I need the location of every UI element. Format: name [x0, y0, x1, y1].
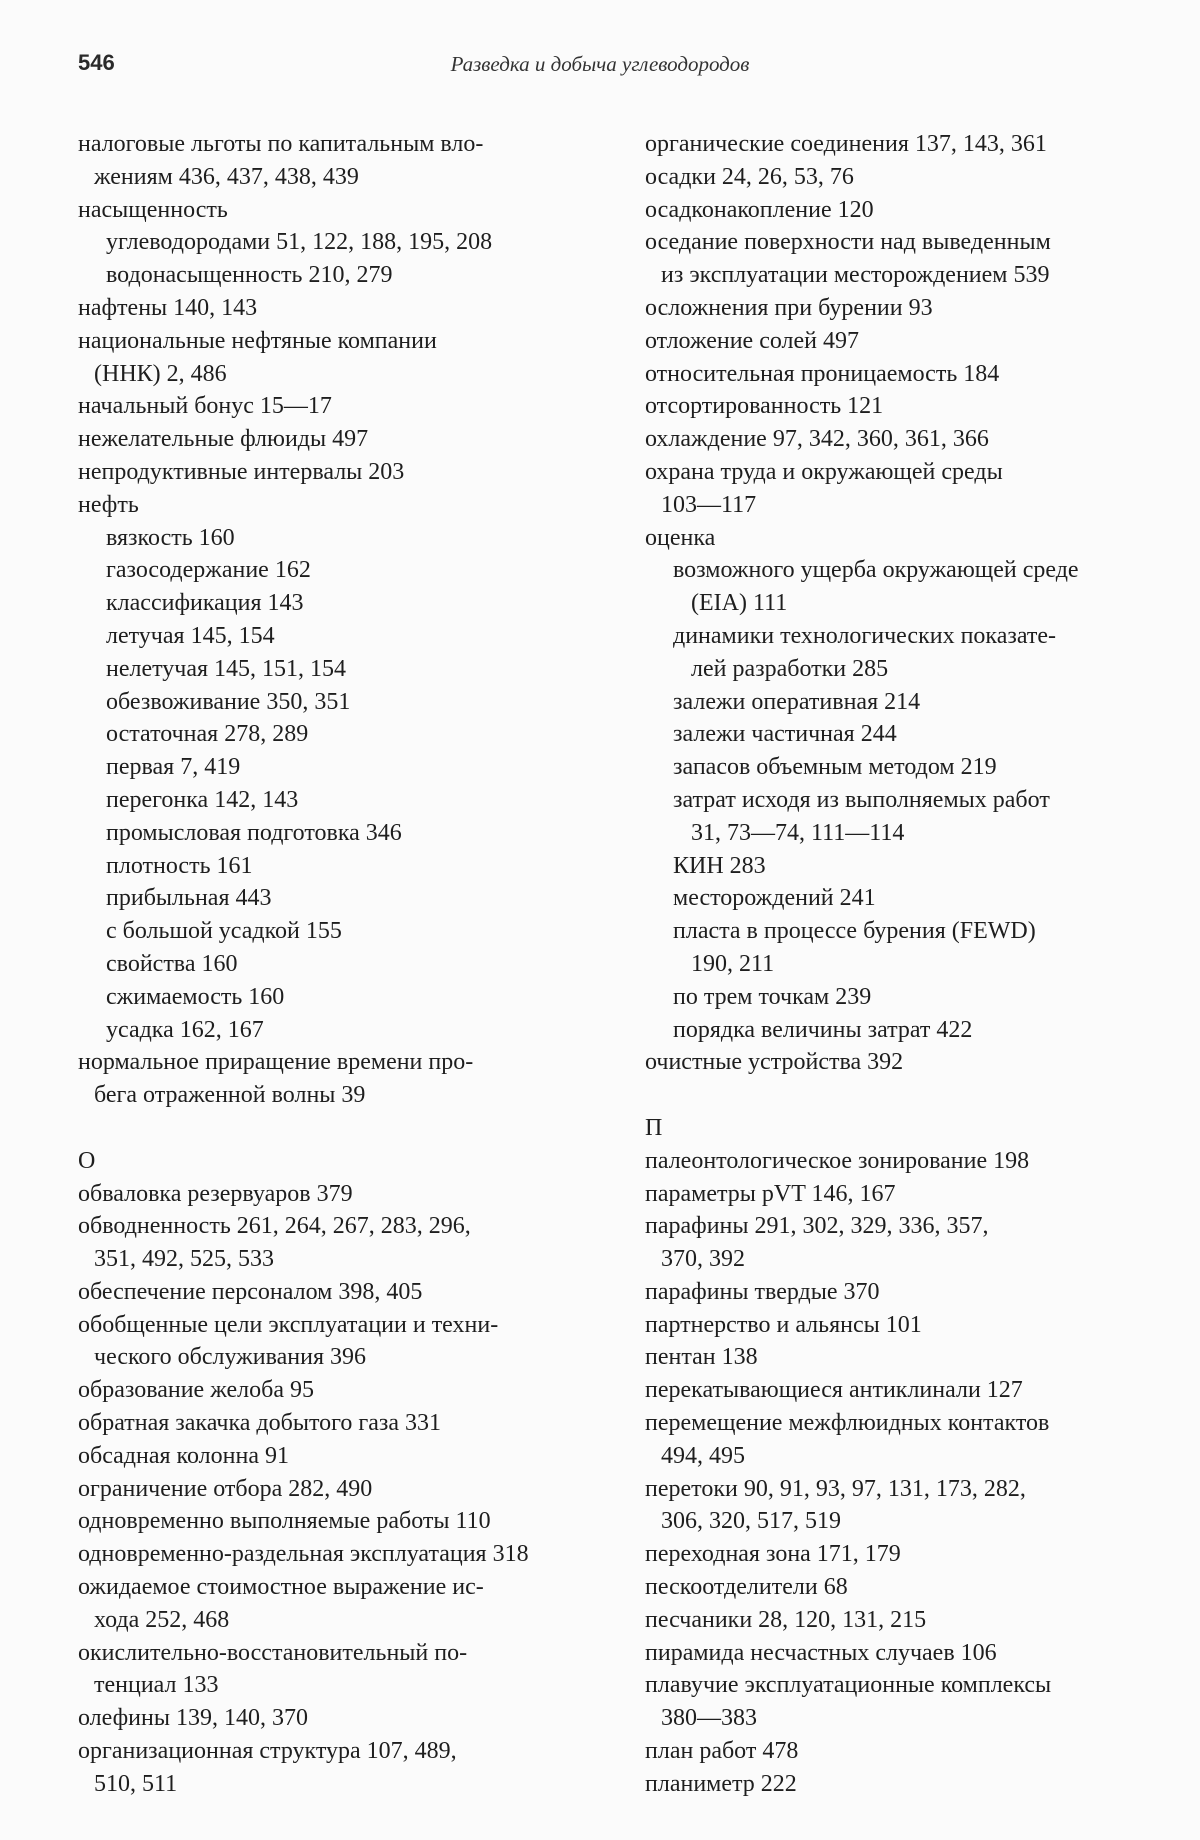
- index-subentry: ческого обслуживания 396: [94, 1344, 367, 1371]
- index-subentry: 306, 320, 517, 519: [661, 1508, 841, 1535]
- index-entry: ограничение отбора 282, 490: [78, 1475, 373, 1502]
- index-subentry: из эксплуатации месторождением 539: [661, 262, 1050, 289]
- index-subentry: залежи оперативная 214: [673, 688, 921, 715]
- index-entry: одновременно-раздельная эксплуатация 318: [78, 1541, 529, 1568]
- index-subentry: тенциал 133: [94, 1672, 219, 1699]
- index-entry: нефть: [78, 491, 139, 518]
- index-entry: партнерство и альянсы 101: [645, 1311, 922, 1338]
- index-subentry: по трем точкам 239: [673, 983, 872, 1010]
- running-head: Разведка и добыча углеводородов: [450, 52, 750, 76]
- index-subentry: (EIA) 111: [691, 590, 788, 617]
- index-entry: оценка: [645, 524, 716, 551]
- index-entry: начальный бонус 15—17: [78, 393, 332, 420]
- index-subentry: водонасыщенность 210, 279: [106, 262, 393, 289]
- index-subentry: промысловая подготовка 346: [106, 819, 402, 846]
- index-entry: переходная зона 171, 179: [645, 1541, 901, 1568]
- index-entry: национальные нефтяные компании: [78, 327, 437, 354]
- index-subentry: прибыльная 443: [106, 885, 272, 912]
- index-subentry: месторождений 241: [673, 885, 876, 912]
- index-subentry: усадка 162, 167: [106, 1016, 264, 1043]
- index-entry: охлаждение 97, 342, 360, 361, 366: [645, 426, 989, 453]
- index-entry: осадки 24, 26, 53, 76: [645, 163, 854, 190]
- section-gap: [78, 1112, 618, 1145]
- index-subentry: 370, 392: [661, 1246, 745, 1273]
- index-entry: нормальное приращение времени про-: [78, 1049, 474, 1076]
- index-subentry: с большой усадкой 155: [106, 918, 342, 945]
- index-subentry: сжимаемость 160: [106, 983, 285, 1010]
- index-entry: оседание поверхности над выведенным: [645, 229, 1051, 256]
- page-number: 546: [78, 50, 115, 75]
- index-subentry: бега отраженной волны 39: [94, 1082, 366, 1109]
- index-entry: обваловка резервуаров 379: [78, 1180, 353, 1207]
- index-entry: обсадная колонна 91: [78, 1442, 289, 1469]
- index-entry: нафтены 140, 143: [78, 294, 258, 321]
- index-entry: олефины 139, 140, 370: [78, 1705, 308, 1732]
- index-entry: организационная структура 107, 489,: [78, 1738, 457, 1765]
- index-entry: нежелательные флюиды 497: [78, 426, 369, 453]
- index-subentry: жениям 436, 437, 438, 439: [94, 163, 359, 190]
- index-subentry: возможного ущерба окружающей среде: [673, 557, 1079, 584]
- index-entry: плавучие эксплуатационные комплексы: [645, 1672, 1052, 1699]
- index-entry: параметры pVT 146, 167: [645, 1180, 896, 1207]
- index-subentry: вязкость 160: [106, 524, 235, 551]
- index-entry: парафины твердые 370: [645, 1278, 880, 1305]
- index-subentry: летучая 145, 154: [106, 622, 275, 649]
- index-subentry: хода 252, 468: [94, 1606, 230, 1633]
- index-entry: пентан 138: [645, 1344, 758, 1371]
- index-subentry: 103—117: [661, 491, 757, 518]
- index-entry: парафины 291, 302, 329, 336, 357,: [645, 1213, 989, 1240]
- index-subentry: остаточная 278, 289: [106, 721, 309, 748]
- index-entry: осадконакопление 120: [645, 196, 874, 223]
- index-subentry: лей разработки 285: [691, 655, 889, 682]
- index-subentry: углеводородами 51, 122, 188, 195, 208: [106, 229, 493, 256]
- index-entry: осложнения при бурении 93: [645, 294, 933, 321]
- index-subentry: перегонка 142, 143: [106, 786, 299, 813]
- index-entry: отсортированность 121: [645, 393, 884, 420]
- index-subentry: 380—383: [661, 1705, 757, 1732]
- index-subentry: затрат исходя из выполняемых работ: [673, 786, 1050, 813]
- index-subentry: пласта в процессе бурения (FEWD): [673, 918, 1036, 945]
- index-subentry: (ННК) 2, 486: [94, 360, 227, 387]
- index-entry: органические соединения 137, 143, 361: [645, 131, 1047, 157]
- index-subentry: КИН 283: [673, 852, 766, 879]
- index-entry: пирамида несчастных случаев 106: [645, 1639, 997, 1666]
- index-subentry: газосодержание 162: [106, 557, 311, 584]
- index-entry: налоговые льготы по капитальным вло-: [78, 131, 484, 157]
- index-entry: обобщенные цели эксплуатации и техни-: [78, 1311, 499, 1338]
- index-subentry: 510, 511: [94, 1770, 178, 1797]
- index-entry: перетоки 90, 91, 93, 97, 131, 173, 282,: [645, 1475, 1026, 1502]
- index-entry: обратная закачка добытого газа 331: [78, 1410, 441, 1437]
- index-entry: одновременно выполняемые работы 110: [78, 1508, 491, 1535]
- index-entry: охрана труда и окружающей среды: [645, 458, 1003, 485]
- index-subentry: динамики технологических показате-: [673, 622, 1057, 649]
- index-entry: пескоотделители 68: [645, 1574, 848, 1601]
- index-column-right: [645, 128, 1185, 1801]
- index-entry: перекатывающиеся антиклинали 127: [645, 1377, 1023, 1404]
- index-entry: ожидаемое стоимостное выражение ис-: [78, 1574, 484, 1601]
- index-subentry: 351, 492, 525, 533: [94, 1246, 274, 1273]
- index-subentry: порядка величины затрат 422: [673, 1016, 973, 1043]
- index-entry: отложение солей 497: [645, 327, 860, 354]
- index-subentry: 190, 211: [691, 950, 775, 977]
- index-entry: песчаники 28, 120, 131, 215: [645, 1606, 927, 1633]
- index-entry: окислительно-восстановительный по-: [78, 1639, 468, 1666]
- section-gap: [645, 1079, 1185, 1112]
- index-entry: обводненность 261, 264, 267, 283, 296,: [78, 1213, 471, 1240]
- index-entry: очистные устройства 392: [645, 1049, 904, 1076]
- index-subentry: запасов объемным методом 219: [673, 754, 997, 781]
- index-entry: непродуктивные интервалы 203: [78, 458, 405, 485]
- index-subentry: классификация 143: [106, 590, 304, 617]
- index-entry: образование желоба 95: [78, 1377, 314, 1404]
- index-entry: обеспечение персоналом 398, 405: [78, 1278, 423, 1305]
- index-subentry: обезвоживание 350, 351: [106, 688, 351, 715]
- index-entry: перемещение межфлюидных контактов: [645, 1410, 1050, 1437]
- index-column-left: [78, 128, 618, 1801]
- index-entry: планиметр 222: [645, 1770, 797, 1797]
- index-entry: палеонтологическое зонирование 198: [645, 1147, 1030, 1174]
- index-entry: насыщенность: [78, 196, 228, 223]
- index-subentry: 31, 73—74, 111—114: [691, 819, 905, 846]
- index-subentry: 494, 495: [661, 1442, 745, 1469]
- section-letter: О: [78, 1147, 96, 1174]
- section-letter: П: [645, 1114, 663, 1141]
- index-subentry: нелетучая 145, 151, 154: [106, 655, 347, 682]
- index-entry: относительная проницаемость 184: [645, 360, 1000, 387]
- index-entry: план работ 478: [645, 1738, 799, 1765]
- index-subentry: свойства 160: [106, 950, 238, 977]
- index-subentry: плотность 161: [106, 852, 253, 879]
- index-subentry: залежи частичная 244: [673, 721, 897, 748]
- index-subentry: первая 7, 419: [106, 754, 241, 781]
